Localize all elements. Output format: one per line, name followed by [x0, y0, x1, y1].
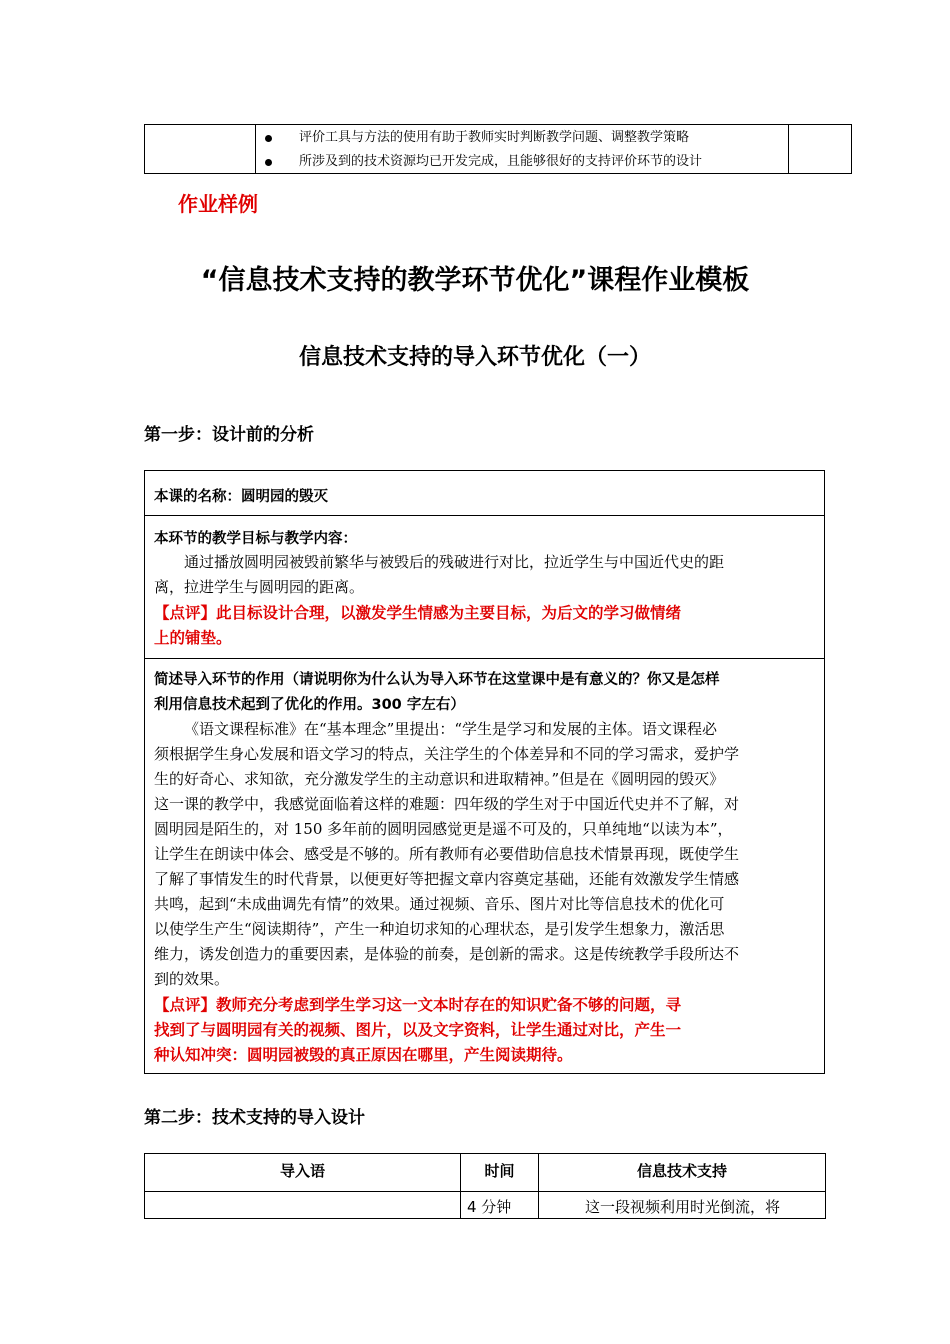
- header-intro: 导入语: [279, 1162, 325, 1180]
- goal-heading: 本环节的教学目标与教学内容：: [154, 531, 357, 547]
- criteria-bullet-1: 评价工具与方法的使用有助于教师实时判断教学问题、调整教学策略: [256, 127, 786, 149]
- criteria-bullet-2: 所涉及到的技术资源均已开发完成，且能够很好的支持评价环节的设计: [256, 151, 786, 173]
- goal-comment: 【点评】此目标设计合理，以激发学生情感为主要目标，为后文的学习做情绪 上的铺垫。: [154, 603, 682, 647]
- cell-tech: 这一段视频利用时光倒流，将: [585, 1198, 781, 1216]
- sub-title: 信息技术支持的导入环节优化（一）: [298, 345, 651, 370]
- step1-heading: 第一步：设计前的分析: [144, 425, 314, 445]
- role-comment: 【点评】教师充分考虑到学生学习这一文本时存在的知识贮备不够的问题，寻 找到了与圆明园有关的视频、图片，以及文字资料，让学生通过对比，产生一 种认知冲突：圆明园被毁的真正原因在哪里，产生阅读期待。: [154, 995, 682, 1064]
- goal-text: 通过播放圆明园被毁前繁华与被毁后的残破进行对比，拉近学生与中国近代史的距 离，拉进学生与圆明园的距离。: [154, 553, 725, 596]
- row-divider: [145, 515, 824, 516]
- lesson-name: 本课的名称：圆明园的毁灭: [154, 489, 328, 505]
- design-table: [144, 1153, 826, 1219]
- criteria-table: [144, 124, 852, 174]
- row-divider: [145, 1191, 825, 1192]
- main-title: “信息技术支持的教学环节优化”课程作业模板: [200, 265, 750, 296]
- bullet-icon: [265, 159, 272, 166]
- role-heading: 简述导入环节的作用（请说明你为什么认为导入环节在这堂课中是有意义的？你又是怎样 利用信息技术起到了优化的作用。300 字左右）: [154, 672, 720, 713]
- row-divider: [145, 658, 824, 659]
- bullet-icon: [265, 135, 272, 142]
- header-tech: 信息技术支持: [636, 1162, 727, 1180]
- step2-heading: 第二步：技术支持的导入设计: [144, 1108, 365, 1128]
- header-time: 时间: [484, 1162, 515, 1180]
- analysis-table: [144, 470, 825, 1074]
- cell-time: 4 分钟: [467, 1198, 512, 1216]
- criteria-score-cell: [788, 125, 851, 173]
- criteria-empty-cell: [145, 125, 256, 173]
- role-text: 《语文课程标准》在“基本理念”里提出：“学生是学习和发展的主体。语文课程必 须根据学生身心发展和语文学习的特点，关注学生的个体差异和不同的学习需求，爱护学 生的好奇心、求知欲，充分激发学生的主动意识和进取精神。”但是在《圆明园的毁灭》 这一课的教学中，我感觉面临着这样的难题：四年级的学生对于中国近代史并不了解，对 圆明园是陌生的，对 150 多年前的圆明园感觉更是遥不可及的，只单纯地“以读为本”， 让学生在朗读中体会、感受是不够的。所有教师有必要借助信息技术情景再现，既使学生 了解了事情发生的时代背景，以便更好等把握文章内容奠定基础，还能有效激发学生情感 共鸣，起到“未成曲调先有情”的效果。通过视频、音乐、图片对比等信息技术的优化可 以使学生产生“阅读期待”，产生一种迫切求知的心理状态，是引发学生想象力，激活思 维力，诱发创造力的重要因素，是体验的前奏，是创新的需求。这是传统教学手段所达不 到的效果。: [154, 720, 740, 988]
- sample-label: 作业样例: [178, 192, 258, 216]
